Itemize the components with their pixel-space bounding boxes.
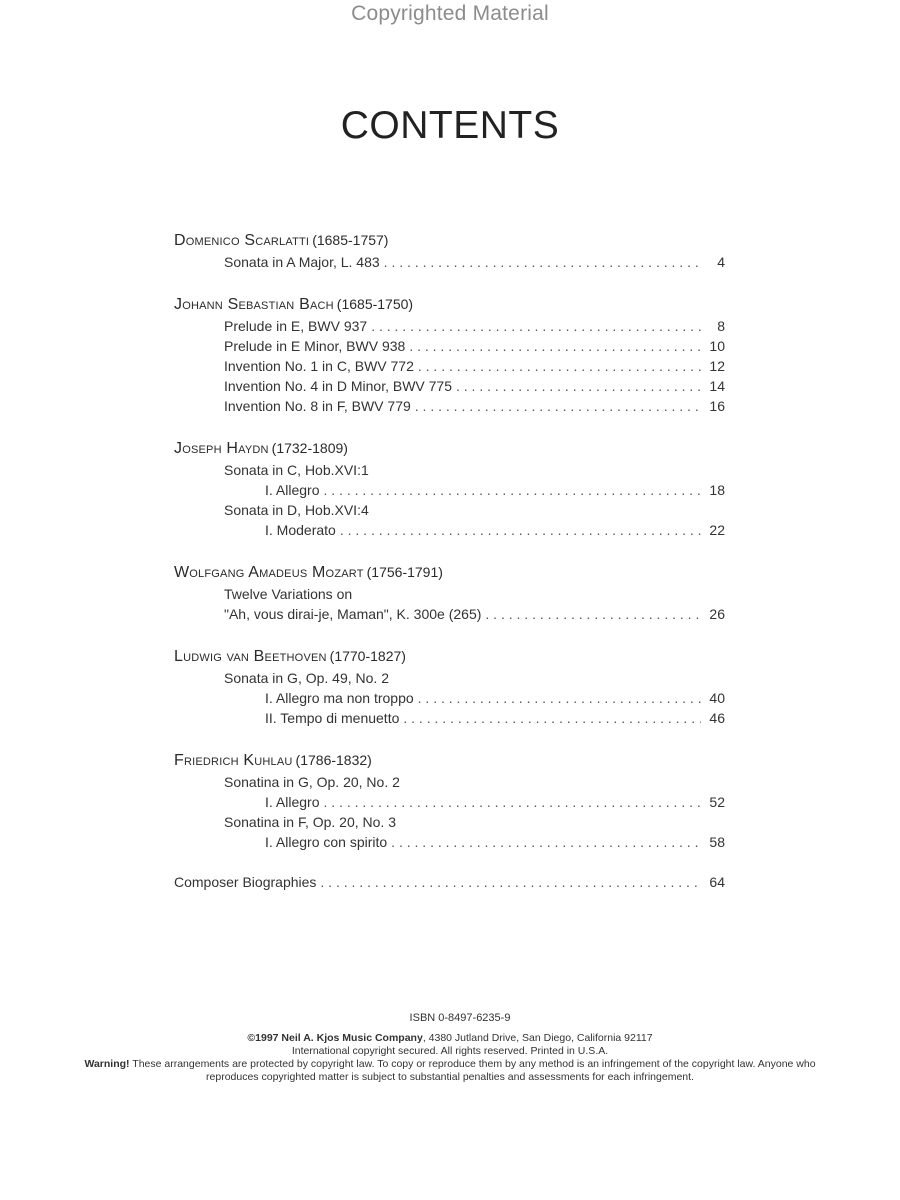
table-of-contents — [174, 228, 725, 912]
toc-entry — [174, 356, 725, 376]
entry-title: Composer Biographies — [174, 874, 317, 890]
page-number: 18 — [709, 482, 725, 498]
toc-entry — [174, 872, 725, 892]
entry-title: Invention No. 8 in F, BWV 779 — [224, 398, 411, 414]
entry-title: Sonata in A Major, L. 483 — [224, 254, 380, 270]
toc-section — [174, 228, 725, 272]
work-heading: Twelve Variations on — [224, 586, 353, 602]
dot-leader — [391, 832, 701, 852]
toc-entry — [174, 604, 725, 624]
publisher-address: , 4380 Jutland Drive, San Diego, California 92117 — [422, 1032, 653, 1044]
toc-entry — [174, 376, 725, 396]
page-number: 8 — [717, 318, 725, 334]
work-heading: Sonata in G, Op. 49, No. 2 — [224, 670, 389, 686]
page-number: 4 — [717, 254, 725, 270]
page-number: 26 — [709, 606, 725, 622]
toc-entry — [174, 832, 725, 852]
composer-heading — [174, 292, 725, 316]
entry-title: Invention No. 4 in D Minor, BWV 775 — [224, 378, 452, 394]
entry-title: "Ah, vous dirai-je, Maman", K. 300e (265) — [224, 606, 482, 622]
toc-entry — [174, 480, 725, 500]
dot-leader — [384, 252, 701, 272]
composer-dates: (1786-1832) — [295, 752, 372, 768]
page-number: 46 — [709, 710, 725, 726]
entry-title: II. Tempo di menuetto — [265, 710, 400, 726]
entry-title: Prelude in E Minor, BWV 938 — [224, 338, 406, 354]
toc-section — [174, 644, 725, 728]
warning-label: Warning! — [84, 1058, 130, 1070]
composer-heading — [174, 748, 725, 772]
entry-title: Prelude in E, BWV 937 — [224, 318, 368, 334]
toc-entry — [174, 316, 725, 336]
toc-section — [174, 436, 725, 540]
dot-leader — [485, 604, 701, 624]
composer-heading — [174, 436, 725, 460]
dot-leader — [371, 316, 701, 336]
composer-name: Joseph Haydn — [174, 440, 269, 457]
toc-entry — [174, 396, 725, 416]
copyright-line — [0, 1032, 900, 1045]
composer-dates: (1770-1827) — [329, 648, 406, 664]
toc-entry — [174, 708, 725, 728]
composer-name: Domenico Scarlatti — [174, 232, 310, 249]
entry-title: I. Allegro — [265, 794, 320, 810]
warning-text: These arrangements are protected by copyright law. To copy or reproduce them by any method is an infringement of the copyright law. Anyone who reproduces copyrighted matter is subject to substantial penalties and assessments for each infringement. — [129, 1058, 816, 1083]
toc-section — [174, 292, 725, 416]
dot-leader — [409, 336, 701, 356]
rights-statement: International copyright secured. All rights reserved. Printed in U.S.A. — [291, 1045, 609, 1057]
work-heading: Sonata in C, Hob.XVI:1 — [224, 462, 369, 478]
work-heading: Sonatina in F, Op. 20, No. 3 — [224, 814, 396, 830]
dot-leader — [323, 792, 701, 812]
publication-footer — [0, 1010, 900, 1084]
toc-entry — [174, 688, 725, 708]
dot-leader — [323, 480, 701, 500]
dot-leader — [320, 872, 701, 892]
entry-title: I. Moderato — [265, 522, 336, 538]
copyright-holder: ©1997 Neil A. Kjos Music Company — [247, 1032, 423, 1044]
composer-dates: (1685-1757) — [312, 232, 389, 248]
entry-title: I. Allegro ma non troppo — [265, 690, 414, 706]
toc-entry — [174, 336, 725, 356]
isbn: ISBN 0-8497-6235-9 — [409, 1012, 511, 1024]
dot-leader — [456, 376, 701, 396]
toc-section — [174, 748, 725, 852]
dot-leader — [340, 520, 701, 540]
composer-name: Friedrich Kuhlau — [174, 752, 293, 769]
entry-title: I. Allegro con spirito — [265, 834, 388, 850]
composer-dates: (1756-1791) — [366, 564, 443, 580]
page-number: 58 — [709, 834, 725, 850]
copyright-watermark: Copyrighted Material — [351, 2, 549, 25]
toc-section — [174, 872, 725, 892]
page-number: 10 — [709, 338, 725, 354]
entry-title: I. Allegro — [265, 482, 320, 498]
composer-dates: (1685-1750) — [336, 296, 414, 312]
dot-leader — [403, 708, 701, 728]
toc-section — [174, 560, 725, 624]
page-number: 64 — [709, 874, 725, 890]
composer-dates: (1732-1809) — [271, 440, 348, 456]
page-title: CONTENTS — [340, 104, 560, 147]
composer-heading — [174, 644, 725, 668]
composer-name: Ludwig van Beethoven — [174, 648, 327, 665]
entry-title: Invention No. 1 in C, BWV 772 — [224, 358, 414, 374]
composer-name: Wolfgang Amadeus Mozart — [174, 564, 364, 581]
composer-name: Johann Sebastian Bach — [174, 296, 334, 313]
composer-heading — [174, 560, 725, 584]
copyright-warning — [80, 1058, 820, 1084]
dot-leader — [418, 356, 701, 376]
composer-heading — [174, 228, 725, 252]
page-number: 16 — [709, 398, 725, 414]
page-number: 14 — [709, 378, 725, 394]
toc-entry — [174, 520, 725, 540]
dot-leader — [415, 396, 701, 416]
page-number: 12 — [709, 358, 725, 374]
toc-entry — [174, 252, 725, 272]
dot-leader — [418, 688, 701, 708]
work-heading: Sonatina in G, Op. 20, No. 2 — [224, 774, 400, 790]
page-number: 52 — [709, 794, 725, 810]
page-number: 40 — [709, 690, 725, 706]
toc-entry — [174, 792, 725, 812]
page-number: 22 — [709, 522, 725, 538]
work-heading: Sonata in D, Hob.XVI:4 — [224, 502, 369, 518]
